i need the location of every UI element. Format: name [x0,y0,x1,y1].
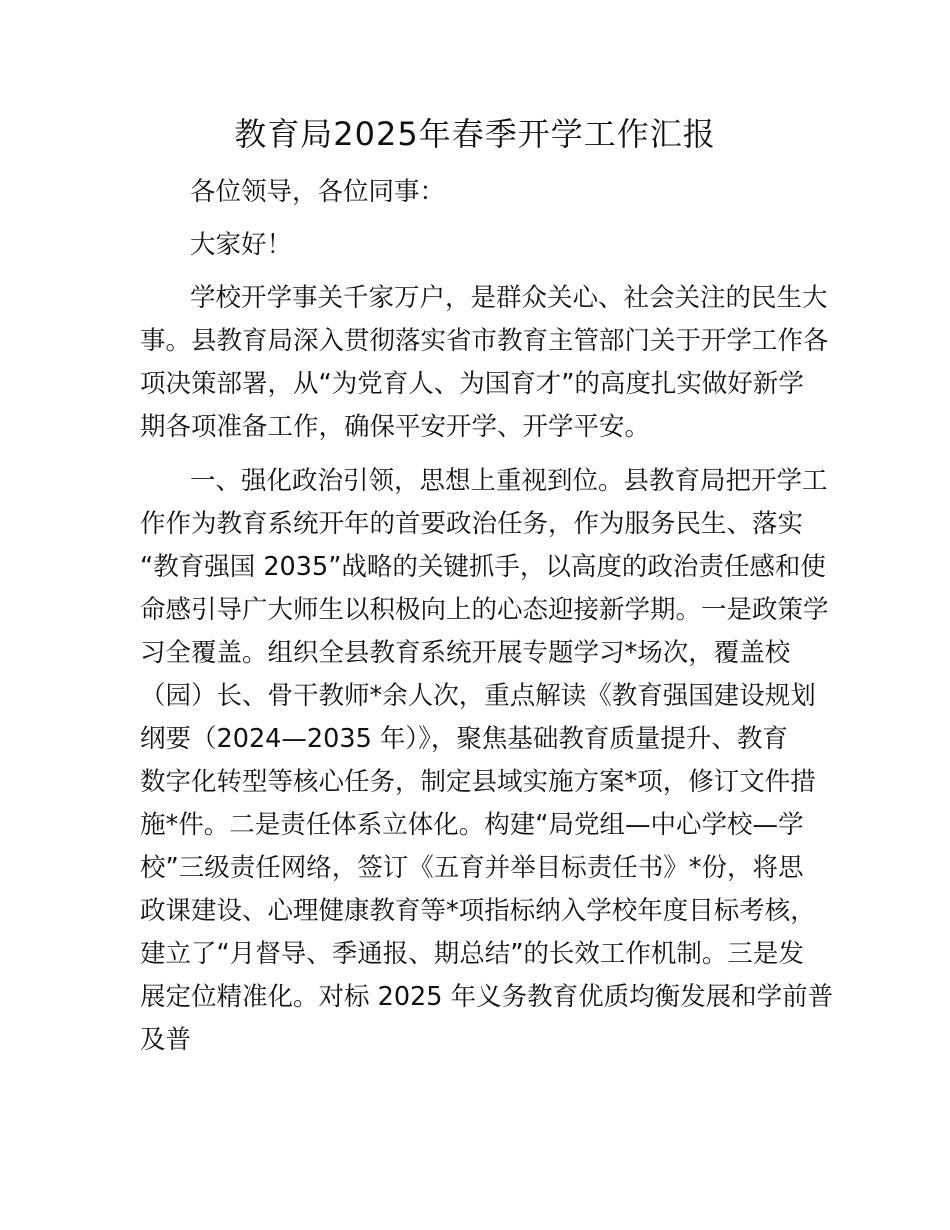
document-title: 教育局2025年春季开学工作汇报 [234,115,716,153]
paragraph-2-line-6: （园）长、骨干教师*余人次，重点解读《教育强国建设规划 [140,681,816,711]
paragraph-1-line-1: 学校开学事关千家万户，是群众关心、社会关注的民生大 [190,283,828,313]
paragraph-1-line-2: 事。县教育局深入贯彻落实省市教育主管部门关于开学工作各 [140,326,829,356]
paragraph-2-line-3: “教育强国 2035”战略的关键抓手，以高度的政治责任感和使 [140,552,826,582]
paragraph-2-line-11: 政课建设、心理健康教育等*项指标纳入学校年度目标考核， [140,896,816,926]
paragraph-2-line-14: 及普 [140,1025,192,1055]
paragraph-1-line-4: 期各项准备工作，确保平安开学、开学平安。 [140,412,651,442]
paragraph-1-line-3: 项决策部署，从“为党育人、为国育才”的高度扎实做好新学 [140,369,804,399]
paragraph-2-line-1: 一、强化政治引领，思想上重视到位。县教育局把开学工 [190,466,828,496]
paragraph-2-line-8: 数字化转型等核心任务，制定县域实施方案*项，修订文件措 [140,767,816,797]
paragraph-2-line-12: 建立了“月督导、季通报、期总结”的长效工作机制。三是发 [140,939,804,969]
paragraph-2-line-13: 展定位精准化。对标 2025 年义务教育优质均衡发展和学前普 [140,982,834,1012]
paragraph-2-line-9: 施*件。二是责任体系立体化。构建“局党组—中心学校—学 [140,810,804,840]
paragraph-2-line-4: 命感引导广大师生以积极向上的心态迎接新学期。一是政策学 [140,595,829,625]
paragraph-2-line-7: 纲要（2024—2035 年）》，聚焦基础教育质量提升、教育 [140,724,788,754]
salutation-line: 大家好！ [190,230,293,260]
paragraph-2-line-10: 校”三级责任网络，签订《五育并举目标责任书》*份，将思 [140,853,804,883]
paragraph-2-line-5: 习全覆盖。组织全县教育系统开展专题学习*场次，覆盖校 [140,638,791,668]
greeting-line: 各位领导，各位同事： [190,177,446,207]
paragraph-2-line-2: 作作为教育系统开年的首要政治任务，作为服务民生、落实 [140,509,804,539]
